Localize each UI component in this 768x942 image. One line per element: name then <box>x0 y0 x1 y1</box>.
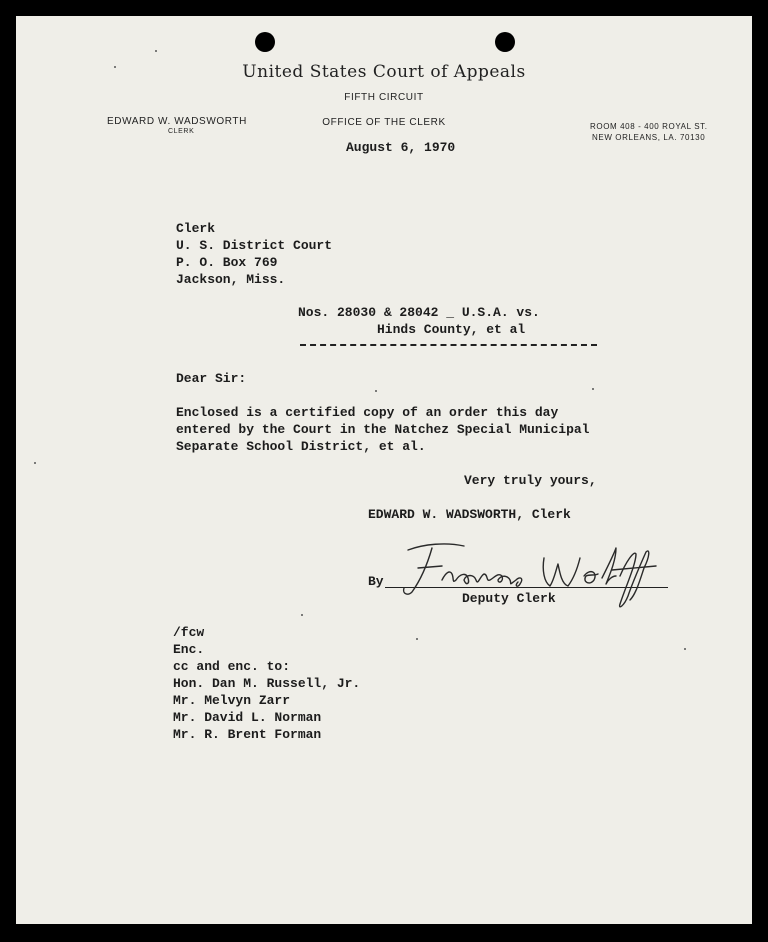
court-name: United States Court of Appeals <box>242 62 526 82</box>
body-line: entered by the Court in the Natchez Special Municipal <box>176 422 590 437</box>
enclosure-note: Enc. <box>173 642 205 657</box>
paper-speck <box>684 648 686 650</box>
case-reference-line-2: Hinds County, et al <box>377 322 526 337</box>
cc-recipient: Mr. David L. Norman <box>173 710 322 725</box>
punch-hole-right <box>495 32 515 52</box>
cc-recipient: Mr. Melvyn Zarr <box>173 693 291 708</box>
address-line-1: ROOM 408 - 400 ROYAL ST. <box>590 122 708 131</box>
letter-page <box>16 16 752 924</box>
cc-recipient: Mr. R. Brent Forman <box>173 727 322 742</box>
paper-speck <box>155 50 157 52</box>
paper-speck <box>34 462 36 464</box>
closing: Very truly yours, <box>464 473 597 488</box>
cc-heading: cc and enc. to: <box>173 659 291 674</box>
cc-recipient: Hon. Dan M. Russell, Jr. <box>173 676 361 691</box>
paper-speck <box>592 388 594 390</box>
clerk-title: CLERK <box>168 128 195 135</box>
case-underline <box>300 344 597 346</box>
punch-hole-left <box>255 32 275 52</box>
reference-initials: /fcw <box>173 625 205 640</box>
recipient-line: Jackson, Miss. <box>176 272 286 287</box>
recipient-line: Clerk <box>176 221 216 236</box>
salutation: Dear Sir: <box>176 371 247 386</box>
case-reference-line-1: Nos. 28030 & 28042 _ U.S.A. vs. <box>298 305 540 320</box>
clerk-name: EDWARD W. WADSWORTH <box>107 116 247 127</box>
paper-speck <box>301 614 303 616</box>
office-label: OFFICE OF THE CLERK <box>322 117 446 128</box>
signer-title: Deputy Clerk <box>462 591 556 606</box>
paper-speck <box>375 390 377 392</box>
body-line: Separate School District, et al. <box>176 439 426 454</box>
letter-date: August 6, 1970 <box>346 140 456 155</box>
signer-block: EDWARD W. WADSWORTH, Clerk <box>368 507 571 522</box>
recipient-line: U. S. District Court <box>176 238 333 253</box>
paper-speck <box>416 638 418 640</box>
by-label: By <box>368 574 384 589</box>
circuit-label: FIFTH CIRCUIT <box>344 92 424 103</box>
body-line: Enclosed is a certified copy of an order this day <box>176 405 559 420</box>
recipient-line: P. O. Box 769 <box>176 255 278 270</box>
address-line-2: NEW ORLEANS, LA. 70130 <box>592 133 706 142</box>
